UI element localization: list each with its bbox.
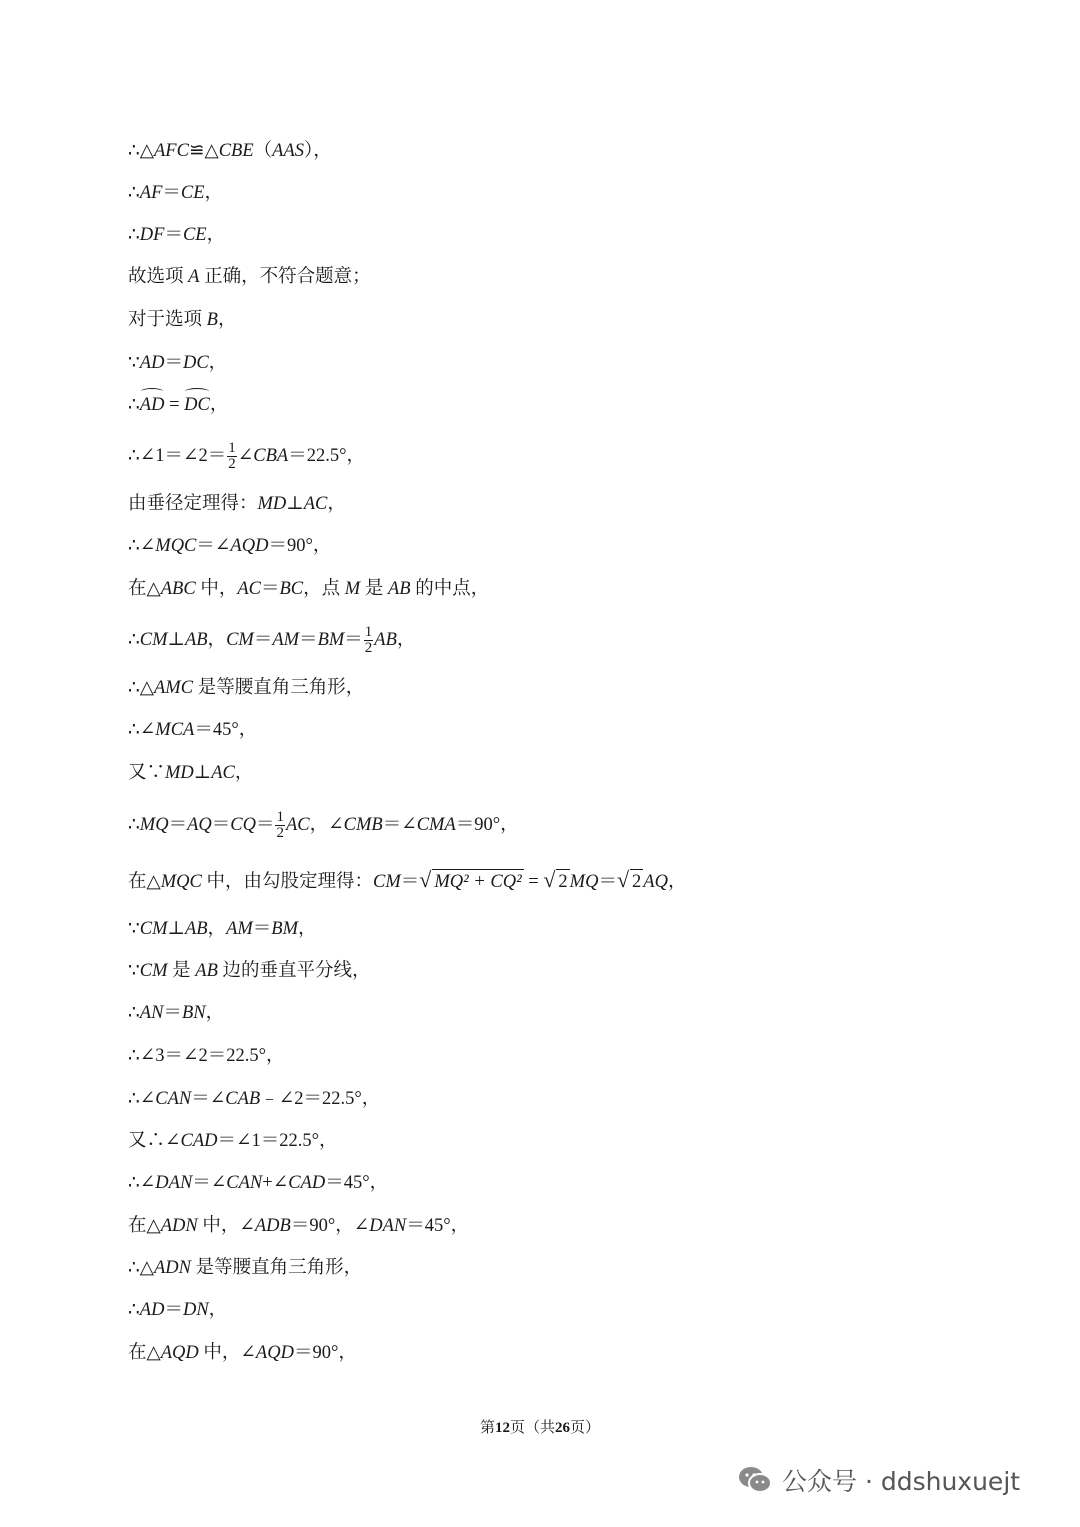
proof-line: ∴△AFC≌△CBE（AAS），: [128, 141, 332, 161]
proof-line: ∴△AMC 是等腰直角三角形，: [128, 678, 365, 698]
proof-line: ∴MQ＝AQ＝CQ＝ $\frac{1}{2}$ AC，∠CMB＝∠CMA＝90°，: [128, 809, 519, 841]
proof-line: ∵CM 是 AB 边的垂直平分线，: [128, 961, 371, 981]
fraction: $\frac{1}{2}$: [364, 624, 373, 656]
proof-line: 由垂径定理得：MD⊥AC，: [128, 494, 346, 514]
total-pages: 26: [555, 1420, 570, 1436]
footer-suffix: 页）: [570, 1420, 601, 1436]
fraction: $\frac{1}{2}$: [228, 440, 236, 472]
proof-line: ∵AD＝DC，: [128, 353, 228, 373]
watermark-text: 公众号 · ddshuxuejt: [782, 1467, 1021, 1496]
proof-line: 在△MQC 中，由勾股定理得：CM＝√ MQ² + CQ² = √ 2 MQ＝√ 2 AQ，: [128, 867, 687, 892]
proof-line: 在△ADN 中，∠ADB＝90°，∠DAN＝45°，: [128, 1216, 470, 1236]
current-page: 12: [494, 1420, 510, 1436]
proof-line: ∴∠1＝∠2＝ $\frac{1}{2}$ ∠CBA＝22.5°，: [128, 440, 366, 472]
proof-line: ∴AD = DC，: [128, 395, 229, 415]
fraction: $\frac{1}{2}$: [276, 809, 284, 841]
proof-line: 又∴∠CAD＝∠1＝22.5°，: [128, 1131, 338, 1151]
proof-line: ∴∠3＝∠2＝22.5°，: [128, 1046, 285, 1066]
proof-line: ∴∠MQC＝∠AQD＝90°，: [128, 536, 332, 556]
proof-line: 故选项 A 正确，不符合题意；: [128, 267, 371, 287]
proof-line: ∵CM⊥AB，AM＝BM，: [128, 919, 317, 939]
proof-line: ∴∠CAN＝∠CAB﹣∠2＝22.5°，: [128, 1089, 381, 1109]
proof-line: ∴AF＝CE，: [128, 183, 224, 203]
proof-line: ∴∠DAN＝∠CAN+∠CAD＝45°，: [128, 1173, 389, 1193]
proof-line: 在△AQD 中，∠AQD＝90°，: [128, 1343, 357, 1363]
proof-line: ∴△ADN 是等腰直角三角形，: [128, 1258, 363, 1278]
footer-prefix: 第: [479, 1420, 495, 1436]
wechat-icon: [738, 1465, 772, 1495]
watermark: [738, 1462, 1020, 1498]
proof-line: 又∵MD⊥AC，: [128, 763, 254, 783]
proof-line: ∴CM⊥AB，CM＝AM＝BM＝ $\frac{1}{2}$ AB，: [128, 624, 416, 656]
footer-middle: 页（共: [509, 1420, 555, 1436]
proof-line: ∴DF＝CE，: [128, 225, 226, 245]
proof-line: ∴∠MCA＝45°，: [128, 720, 258, 740]
proof-line: ∴AN＝BN，: [128, 1003, 225, 1023]
proof-line: 在△ABC 中，AC＝BC，点 M 是 AB 的中点，: [128, 579, 490, 599]
proof-line: ∴AD＝DN，: [128, 1300, 228, 1320]
page-footer: [0, 1416, 1080, 1437]
proof-line: 对于选项 B，: [128, 310, 237, 330]
